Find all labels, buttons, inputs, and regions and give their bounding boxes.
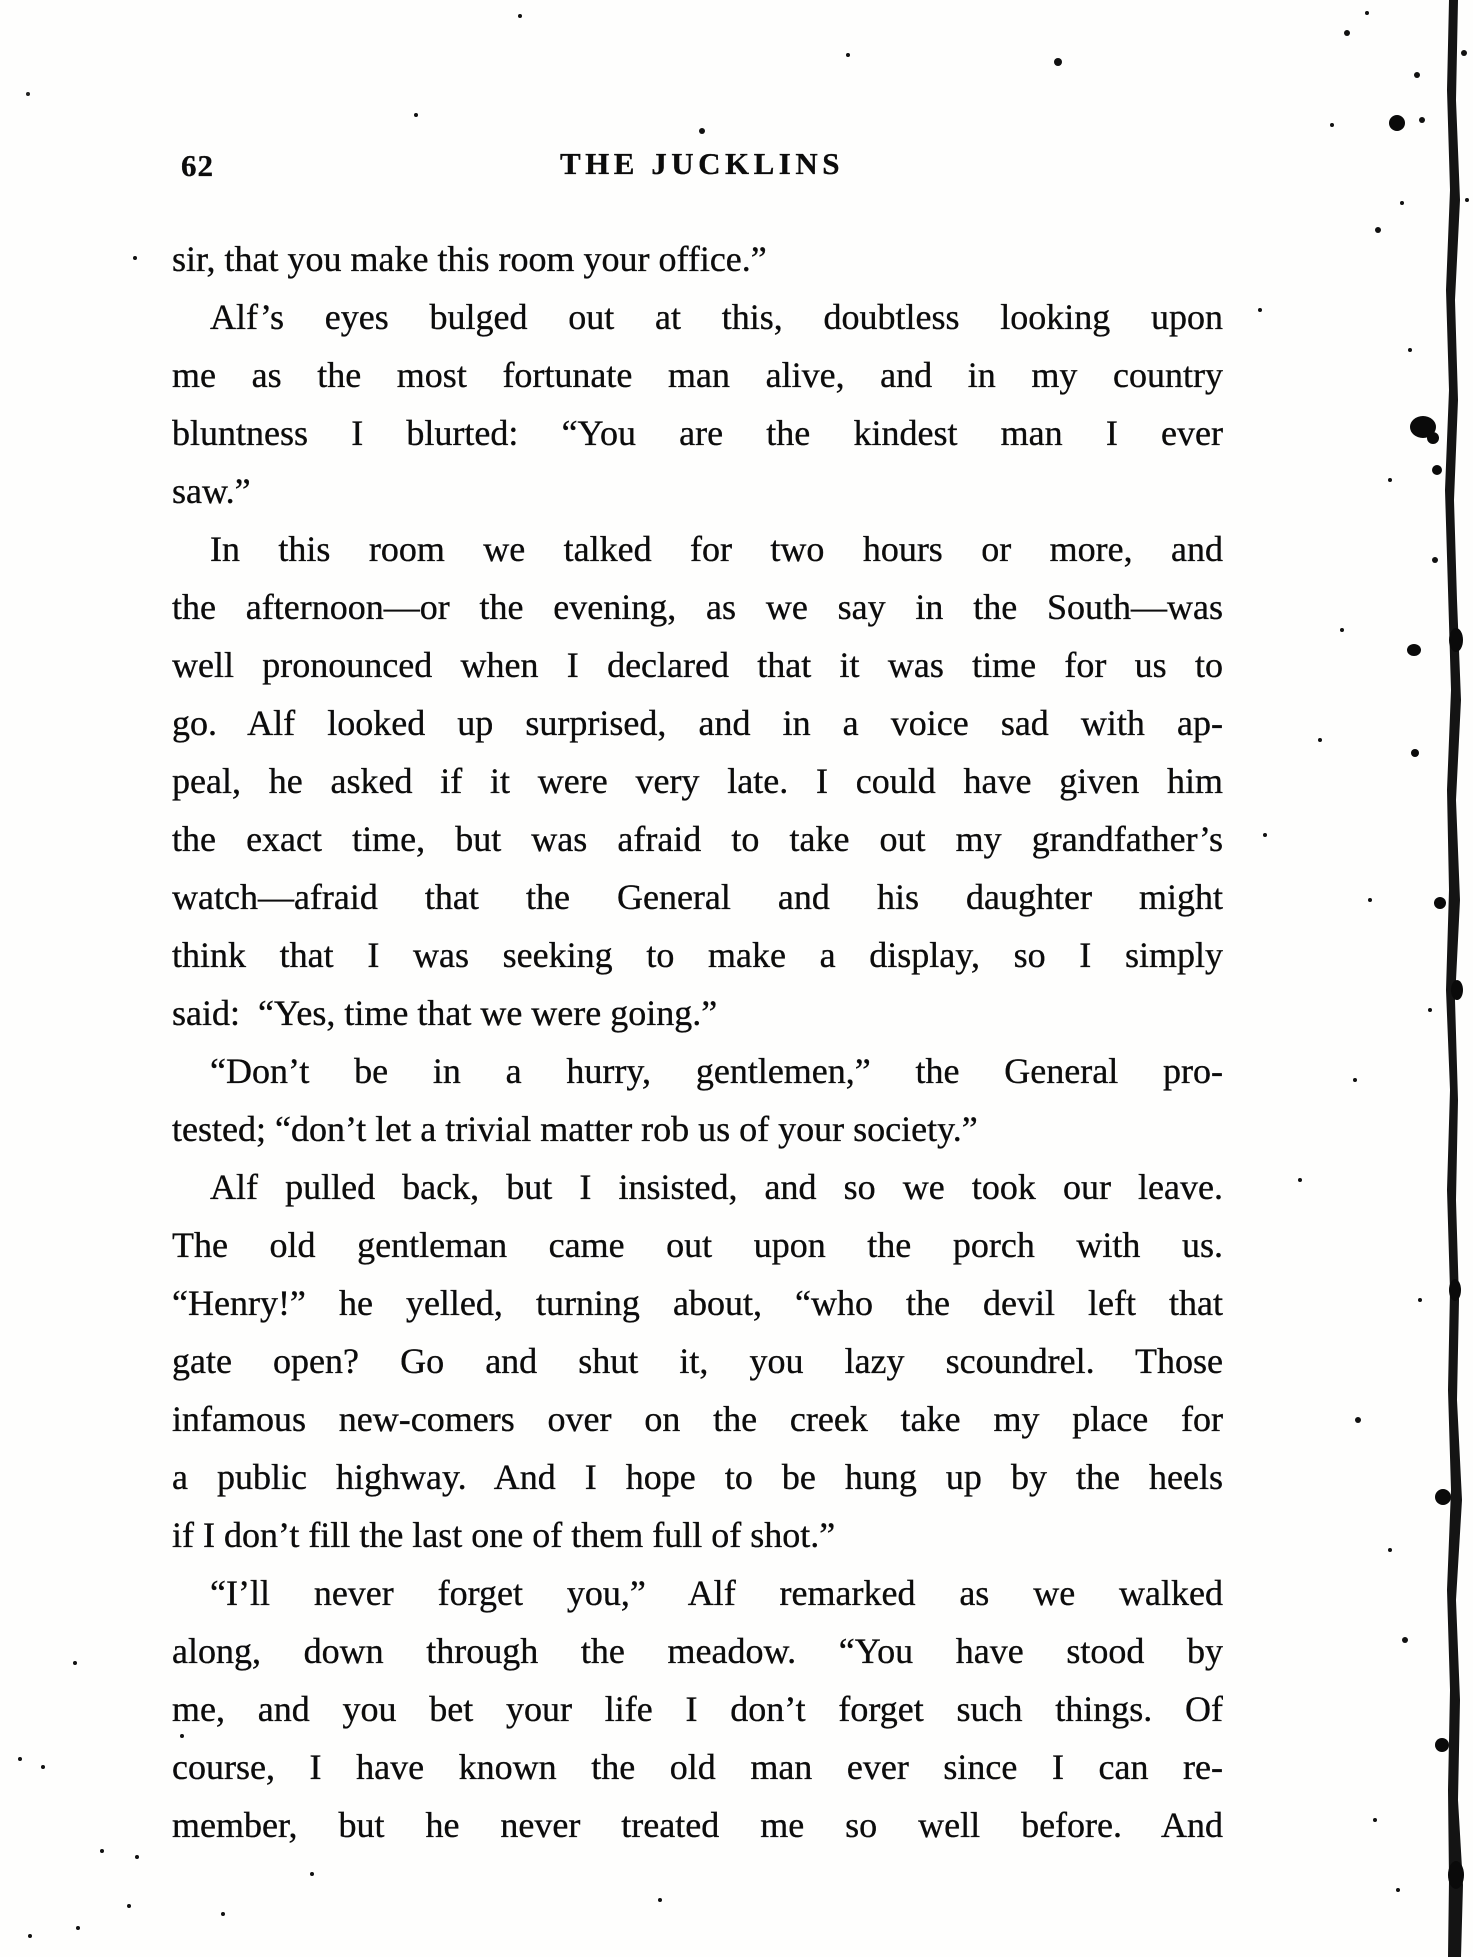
ink-speck [1428,1008,1432,1012]
ink-speck [1355,1417,1361,1423]
text-line: a public highway. And I hope to be hung up by the heels [172,1457,1223,1497]
text-line: sir, that you make this room your office.” [172,239,767,279]
ink-speck [28,1934,32,1938]
text-line: “I’ll never forget you,” Alf remarked as we walked [210,1573,1223,1613]
ink-speck [1373,1818,1377,1822]
text-line: the exact time, but was afraid to take out my grandfather’s [172,819,1223,859]
ink-speck [1340,628,1344,632]
ink-speck [1408,348,1412,352]
scan-line-bulge [1449,628,1463,652]
ink-speck [135,1855,139,1859]
ink-blob [1432,465,1442,475]
text-line: well pronounced when I declared that it was time for us to [172,645,1223,685]
text-line: me as the most fortunate man alive, and in my country [172,355,1223,395]
ink-speck [310,1872,314,1876]
text-line: saw.” [172,471,251,511]
ink-speck [1400,201,1404,205]
text-line: infamous new-comers over on the creek take my place for [172,1399,1223,1439]
ink-blob [1427,432,1439,444]
scan-line-bulge [1449,1279,1461,1301]
scan-line-bulge [1448,1861,1464,1889]
text-line: watch—afraid that the General and his daughter might [172,877,1223,917]
ink-speck [1263,833,1267,837]
ink-speck [133,256,137,260]
scan-line-bulge [1451,980,1463,1000]
ink-speck [41,1765,45,1769]
ink-speck [1375,227,1381,233]
text-line: In this room we talked for two hours or more, and [210,529,1223,569]
ink-speck [1368,898,1372,902]
text-line: me, and you bet your life I don’t forget such things. Of [172,1689,1223,1729]
ink-speck [76,1926,80,1930]
ink-speck [1298,1178,1302,1182]
text-line: along, down through the meadow. “You have stood by [172,1631,1223,1671]
running-title: THE JUCKLINS [560,146,844,181]
ink-speck [1418,1298,1422,1302]
text-line: said: “Yes, time that we were going.” [172,993,718,1033]
ink-speck [658,1898,662,1902]
ink-speck [1258,308,1262,312]
page-number: 62 [181,148,214,183]
ink-blob [1410,416,1436,438]
ink-speck [1396,1888,1400,1892]
text-line: think that I was seeking to make a display, so I simply [172,935,1223,975]
text-line: Alf pulled back, but I insisted, and so we took our leave. [210,1167,1223,1207]
text-line: member, but he never treated me so well before. And [172,1805,1223,1845]
text-line: if I don’t fill the last one of them full of shot.” [172,1515,836,1555]
ink-speck [100,1849,104,1853]
ink-blob [1434,897,1446,909]
ink-blob [1411,749,1419,757]
ink-speck [1388,1548,1392,1552]
text-line: peal, he asked if it were very late. I could have given him [172,761,1223,801]
text-line: go. Alf looked up surprised, and in a voice sad with ap- [172,703,1223,743]
text-line: The old gentleman came out upon the porch with us. [172,1225,1223,1265]
ink-blob [1435,1489,1451,1505]
body-text [172,230,1223,1854]
text-line: “Don’t be in a hurry, gentlemen,” the General pro- [210,1051,1223,1091]
ink-blob [1435,1738,1449,1752]
text-line: Alf’s eyes bulged out at this, doubtless looking upon [210,297,1223,337]
scan-binding-line [1445,0,1463,1957]
ink-speck [18,1757,22,1761]
ink-speck [1402,1637,1408,1643]
ink-blob [1407,644,1421,656]
ink-speck [73,1661,77,1665]
ink-speck [1318,738,1322,742]
text-line: tested; “don’t let a trivial matter rob us of your society.” [172,1109,978,1149]
text-line: bluntness I blurted: “You are the kindest man I ever [172,413,1223,453]
ink-speck [1388,478,1392,482]
text-line: “Henry!” he yelled, turning about, “who the devil left that [172,1283,1223,1323]
ink-speck [1353,1078,1357,1082]
text-line: course, I have known the old man ever since I can re- [172,1747,1223,1787]
ink-speck [221,1912,225,1916]
running-head [0,0,1473,200]
ink-speck [127,1904,131,1908]
text-line: gate open? Go and shut it, you lazy scoundrel. Those [172,1341,1223,1381]
text-line: the afternoon—or the evening, as we say in the South—was [172,587,1223,627]
ink-speck [1432,557,1438,563]
